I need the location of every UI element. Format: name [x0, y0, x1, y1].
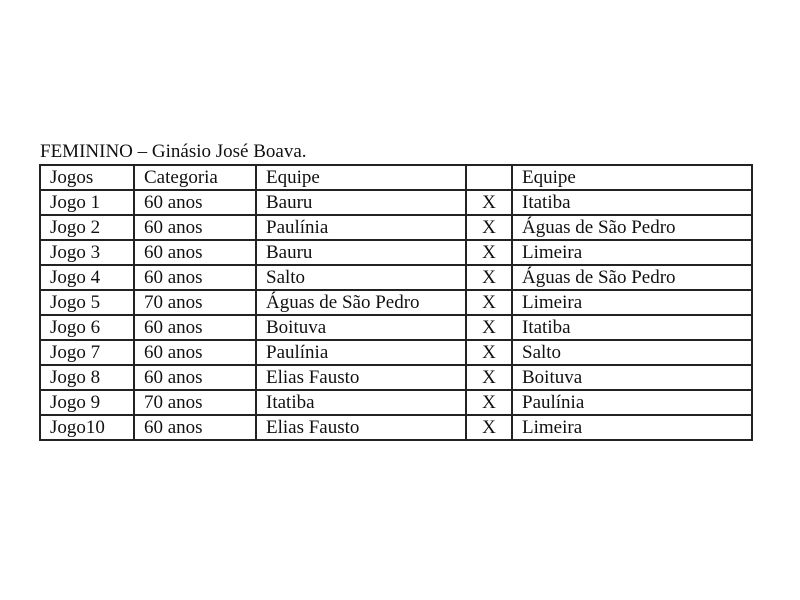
table-header-row — [40, 165, 752, 190]
cell-versus: X — [466, 240, 512, 265]
table-row — [40, 240, 752, 265]
table-row — [40, 290, 752, 315]
cell-equipe-home: Itatiba — [256, 390, 466, 415]
cell-equipe-away: Itatiba — [512, 190, 752, 215]
header-equipe-home: Equipe — [256, 165, 466, 190]
games-table — [39, 164, 753, 441]
cell-categoria: 60 anos — [134, 365, 256, 390]
cell-versus: X — [466, 265, 512, 290]
cell-categoria: 60 anos — [134, 265, 256, 290]
cell-equipe-home: Elias Fausto — [256, 415, 466, 440]
cell-jogo: Jogo 7 — [40, 340, 134, 365]
document-title: FEMININO – Ginásio José Boava. — [40, 141, 307, 162]
cell-equipe-away: Itatiba — [512, 315, 752, 340]
cell-versus: X — [466, 340, 512, 365]
table-row — [40, 340, 752, 365]
cell-categoria: 60 anos — [134, 315, 256, 340]
cell-versus: X — [466, 315, 512, 340]
cell-jogo: Jogo 1 — [40, 190, 134, 215]
cell-versus: X — [466, 390, 512, 415]
cell-categoria: 60 anos — [134, 340, 256, 365]
cell-versus: X — [466, 365, 512, 390]
cell-jogo: Jogo 8 — [40, 365, 134, 390]
cell-categoria: 60 anos — [134, 415, 256, 440]
cell-equipe-away: Limeira — [512, 415, 752, 440]
cell-categoria: 60 anos — [134, 215, 256, 240]
cell-jogo: Jogo 5 — [40, 290, 134, 315]
cell-equipe-away: Paulínia — [512, 390, 752, 415]
cell-equipe-away: Águas de São Pedro — [512, 215, 752, 240]
cell-jogo: Jogo 6 — [40, 315, 134, 340]
cell-categoria: 70 anos — [134, 390, 256, 415]
cell-jogo: Jogo 2 — [40, 215, 134, 240]
table-row — [40, 265, 752, 290]
cell-equipe-home: Águas de São Pedro — [256, 290, 466, 315]
cell-equipe-away: Limeira — [512, 290, 752, 315]
table-row — [40, 390, 752, 415]
header-categoria: Categoria — [134, 165, 256, 190]
cell-equipe-home: Paulínia — [256, 215, 466, 240]
table-row — [40, 215, 752, 240]
cell-jogo: Jogo 3 — [40, 240, 134, 265]
cell-versus: X — [466, 190, 512, 215]
table-row — [40, 315, 752, 340]
table-row — [40, 415, 752, 440]
cell-jogo: Jogo 9 — [40, 390, 134, 415]
cell-categoria: 70 anos — [134, 290, 256, 315]
cell-equipe-away: Salto — [512, 340, 752, 365]
header-jogos: Jogos — [40, 165, 134, 190]
cell-equipe-away: Boituva — [512, 365, 752, 390]
cell-equipe-home: Boituva — [256, 315, 466, 340]
cell-equipe-away: Águas de São Pedro — [512, 265, 752, 290]
header-equipe-away: Equipe — [512, 165, 752, 190]
cell-equipe-away: Limeira — [512, 240, 752, 265]
cell-versus: X — [466, 215, 512, 240]
cell-jogo: Jogo10 — [40, 415, 134, 440]
cell-versus: X — [466, 415, 512, 440]
cell-equipe-home: Paulínia — [256, 340, 466, 365]
cell-equipe-home: Salto — [256, 265, 466, 290]
cell-equipe-home: Elias Fausto — [256, 365, 466, 390]
table-row — [40, 365, 752, 390]
table-row — [40, 190, 752, 215]
cell-categoria: 60 anos — [134, 190, 256, 215]
cell-equipe-home: Bauru — [256, 190, 466, 215]
cell-versus: X — [466, 290, 512, 315]
cell-jogo: Jogo 4 — [40, 265, 134, 290]
header-versus — [466, 165, 512, 190]
cell-categoria: 60 anos — [134, 240, 256, 265]
cell-equipe-home: Bauru — [256, 240, 466, 265]
